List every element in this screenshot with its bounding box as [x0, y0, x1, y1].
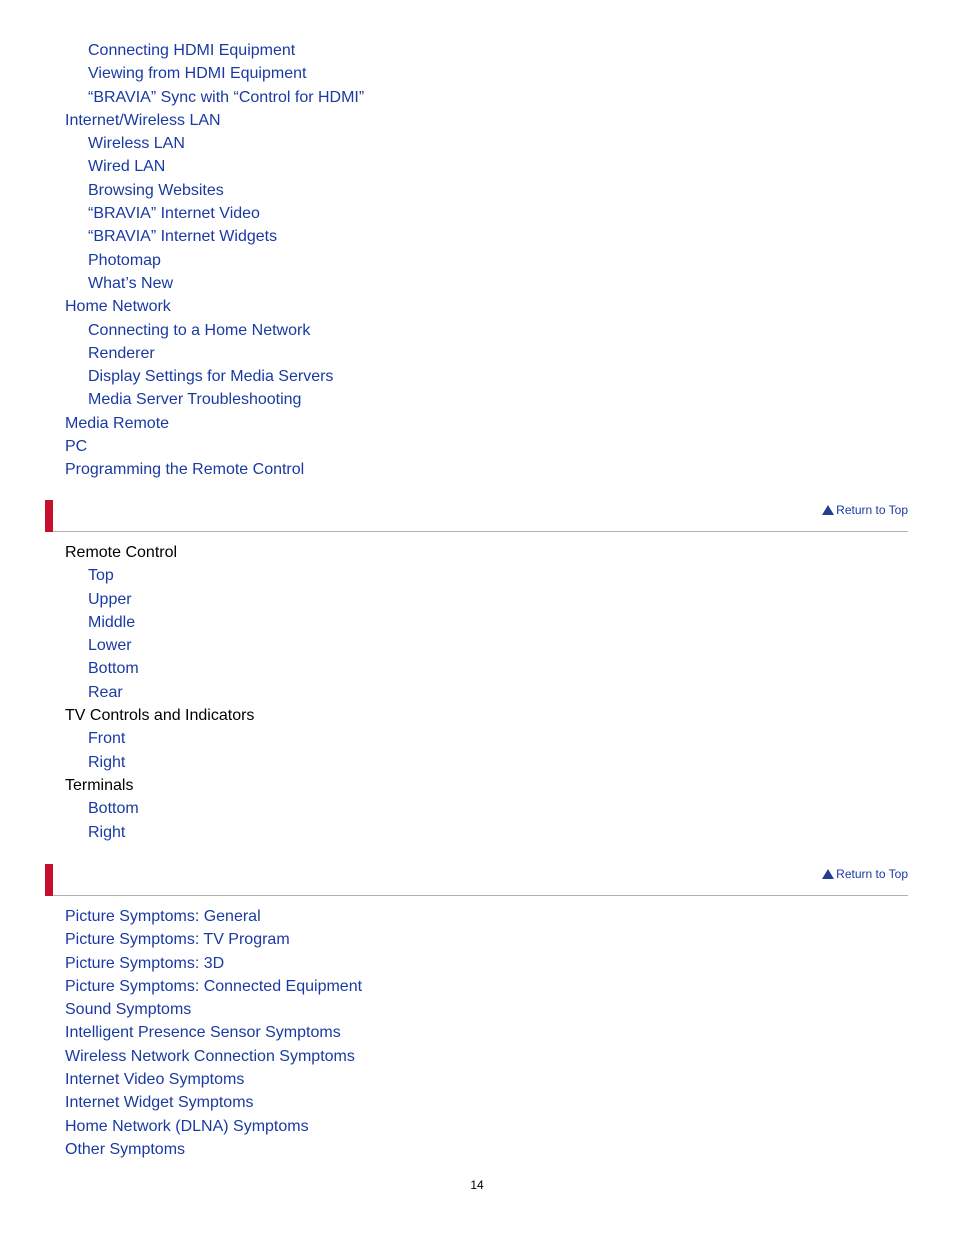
section-divider: [45, 864, 908, 896]
toc-link[interactable]: Picture Symptoms: Connected Equipment: [65, 977, 363, 995]
toc-item[interactable]: [0, 657, 254, 680]
toc-link[interactable]: Intelligent Presence Sensor Symptoms: [65, 1024, 341, 1042]
toc-item: [0, 704, 254, 727]
toc-link[interactable]: Sound Symptoms: [65, 1001, 192, 1019]
toc-item[interactable]: [0, 952, 362, 975]
section-rule: [53, 531, 908, 532]
toc-link[interactable]: Right: [88, 823, 126, 841]
toc-item[interactable]: [0, 155, 364, 178]
toc-heading: TV Controls and Indicators: [65, 707, 255, 725]
toc-link[interactable]: Internet Widget Symptoms: [65, 1094, 254, 1112]
toc-item[interactable]: [0, 1068, 362, 1091]
toc-link[interactable]: “BRAVIA” Internet Widgets: [88, 228, 278, 246]
toc-link[interactable]: Connecting HDMI Equipment: [88, 42, 296, 59]
toc-link[interactable]: Top: [88, 567, 114, 585]
toc-heading: Remote Control: [65, 544, 178, 561]
toc-item[interactable]: [0, 249, 364, 272]
toc-link[interactable]: Media Remote: [65, 414, 170, 432]
toc-section-connections: [0, 39, 364, 482]
toc-link[interactable]: Home Network: [65, 298, 171, 316]
toc-link[interactable]: Upper: [88, 590, 132, 608]
toc-item[interactable]: [0, 1138, 362, 1161]
toc-item[interactable]: [0, 928, 362, 951]
toc-item[interactable]: [0, 681, 254, 704]
toc-item[interactable]: [0, 225, 364, 248]
toc-link[interactable]: Lower: [88, 637, 132, 655]
page-number: 14: [470, 1178, 484, 1192]
toc-item[interactable]: [0, 132, 364, 155]
toc-section-parts: [0, 541, 254, 844]
toc-item[interactable]: [0, 109, 364, 132]
toc-item[interactable]: [0, 975, 362, 998]
toc-item[interactable]: [0, 821, 254, 844]
toc-item[interactable]: [0, 751, 254, 774]
toc-link[interactable]: Internet Video Symptoms: [65, 1071, 245, 1089]
toc-item[interactable]: [0, 295, 364, 318]
toc-link[interactable]: Right: [88, 753, 126, 771]
toc-link[interactable]: Programming the Remote Control: [65, 461, 305, 479]
toc-link[interactable]: PC: [65, 438, 88, 456]
return-to-top-link[interactable]: [822, 867, 908, 881]
toc-item[interactable]: [0, 342, 364, 365]
toc-item[interactable]: [0, 39, 364, 62]
toc-item[interactable]: [0, 62, 364, 85]
toc-link[interactable]: Wireless LAN: [88, 135, 185, 153]
toc-link[interactable]: Bottom: [88, 800, 139, 818]
toc-link[interactable]: Display Settings for Media Servers: [88, 368, 334, 386]
toc-link[interactable]: “BRAVIA” Sync with “Control for HDMI”: [88, 88, 365, 106]
toc-link[interactable]: Connecting to a Home Network: [88, 321, 311, 339]
toc-item[interactable]: [0, 611, 254, 634]
toc-item[interactable]: [0, 365, 364, 388]
toc-link[interactable]: What’s New: [88, 274, 174, 292]
toc-item[interactable]: [0, 1021, 362, 1044]
toc-item[interactable]: [0, 412, 364, 435]
toc-link[interactable]: Photomap: [88, 251, 161, 269]
toc-link[interactable]: Renderer: [88, 344, 155, 362]
toc-item[interactable]: [0, 1045, 362, 1068]
toc-heading: Terminals: [65, 776, 134, 794]
toc-link[interactable]: Picture Symptoms: 3D: [65, 954, 225, 972]
toc-link[interactable]: Browsing Websites: [88, 181, 224, 199]
toc-link[interactable]: Bottom: [88, 660, 139, 678]
toc-item[interactable]: [0, 588, 254, 611]
toc-item[interactable]: [0, 1115, 362, 1138]
toc-item[interactable]: [0, 998, 362, 1021]
toc-link[interactable]: Other Symptoms: [65, 1140, 186, 1158]
toc-link[interactable]: Viewing from HDMI Equipment: [88, 65, 307, 83]
toc-item[interactable]: [0, 905, 362, 928]
toc-link[interactable]: Media Server Troubleshooting: [88, 391, 302, 409]
toc-link[interactable]: Front: [88, 730, 126, 748]
toc-link[interactable]: Rear: [88, 683, 123, 701]
toc-item[interactable]: [0, 179, 364, 202]
toc-item[interactable]: [0, 797, 254, 820]
toc-item: [0, 541, 254, 564]
toc-item: [0, 774, 254, 797]
up-triangle-icon: [822, 869, 834, 879]
toc-item[interactable]: [0, 634, 254, 657]
section-accent-bar: [45, 500, 53, 532]
toc-link[interactable]: Picture Symptoms: TV Program: [65, 931, 290, 949]
return-to-top-label: Return to Top: [836, 503, 908, 517]
toc-link[interactable]: “BRAVIA” Internet Video: [88, 205, 260, 223]
toc-link[interactable]: Wireless Network Connection Symptoms: [65, 1047, 355, 1065]
toc-item[interactable]: [0, 1091, 362, 1114]
toc-item[interactable]: [0, 86, 364, 109]
toc-item[interactable]: [0, 564, 254, 587]
toc-item[interactable]: [0, 458, 364, 481]
section-divider: [45, 500, 908, 532]
toc-link[interactable]: Picture Symptoms: General: [65, 908, 261, 925]
section-rule: [53, 895, 908, 896]
toc-link[interactable]: Home Network (DLNA) Symptoms: [65, 1117, 309, 1135]
toc-link[interactable]: Wired LAN: [88, 158, 166, 176]
toc-item[interactable]: [0, 388, 364, 411]
toc-link[interactable]: Middle: [88, 613, 136, 631]
section-accent-bar: [45, 864, 53, 896]
toc-section-troubleshooting: [0, 905, 362, 1161]
up-triangle-icon: [822, 505, 834, 515]
toc-item[interactable]: [0, 202, 364, 225]
toc-item[interactable]: [0, 319, 364, 342]
toc-link[interactable]: Internet/Wireless LAN: [65, 111, 221, 129]
return-to-top-link[interactable]: [822, 503, 908, 517]
return-to-top-label: Return to Top: [836, 867, 908, 881]
toc-item[interactable]: [0, 727, 254, 750]
toc-item[interactable]: [0, 435, 364, 458]
toc-item[interactable]: [0, 272, 364, 295]
